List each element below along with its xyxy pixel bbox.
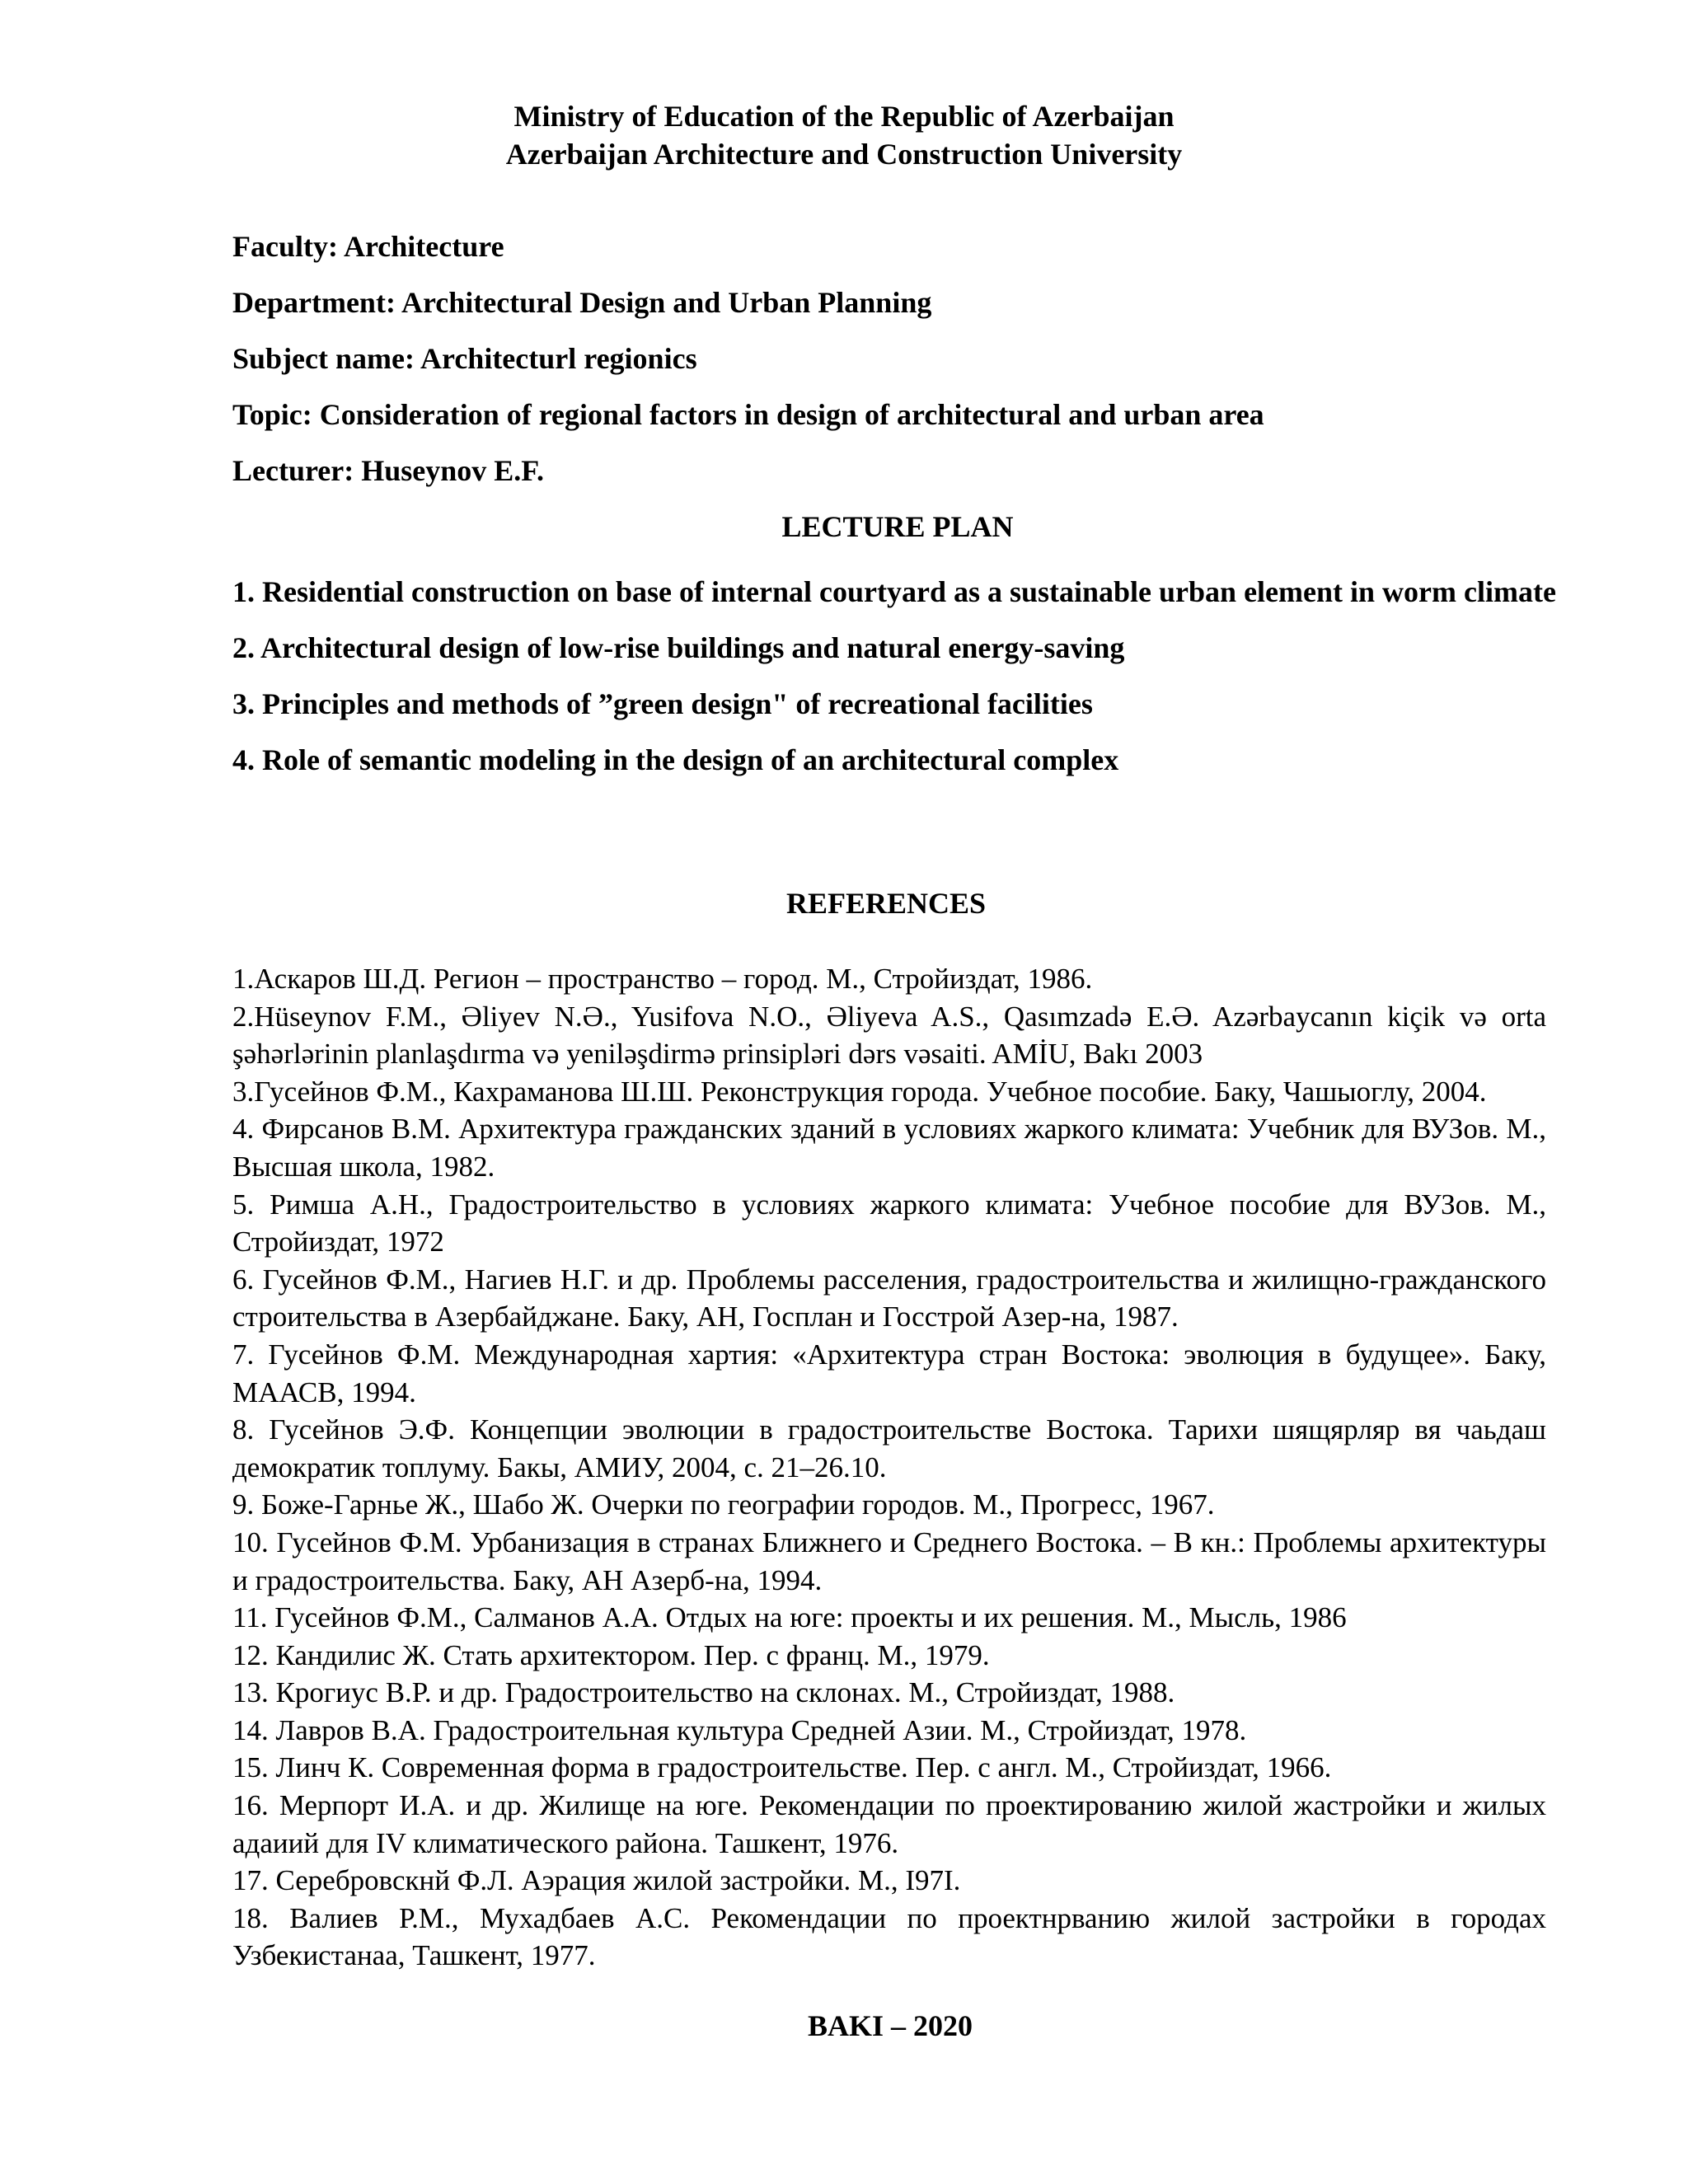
reference-item: 5. Римша А.Н., Градостроительство в условиях жаркого климата: Учебное пособие для ВУЗов. М., Стройиздат, 1972 bbox=[232, 1188, 1546, 1258]
subject-line: Subject name: Architecturl regionics bbox=[232, 342, 697, 375]
reference-item: 12. Кандилис Ж. Стать архитектором. Пер. с франц. М., 1979. bbox=[232, 1638, 990, 1671]
references-list bbox=[232, 960, 1546, 1975]
lecture-plan-heading: LECTURE PLAN bbox=[781, 510, 1014, 543]
reference-item: 17. Серебровскнй Ф.Л. Аэрация жилой застройки. М., I97I. bbox=[232, 1864, 961, 1897]
university-title: Azerbaijan Architecture and Construction University bbox=[505, 138, 1183, 171]
reference-item: 7. Гусейнов Ф.М. Международная хартия: «Архитектура стран Востока: эволюция в будущее». Баку, МААСВ, 1994. bbox=[232, 1338, 1546, 1408]
reference-item: 6. Гусейнов Ф.М., Нагиев Н.Г. и др. Проблемы расселения, градостроительства и жилищно-гражданского строительства в Азербайджане. Баку, АН, Госплан и Госстрой Азер-на, 1987. bbox=[232, 1263, 1546, 1333]
place-year-footer: BAKI – 2020 bbox=[807, 2009, 973, 2042]
references-heading: REFERENCES bbox=[785, 887, 987, 920]
reference-item: 10. Гусейнов Ф.М. Урбанизация в странах Ближнего и Среднего Востока. – В кн.: Проблемы архитектуры и градостроительства. Баку, АН Азерб-на, 1994. bbox=[232, 1526, 1546, 1596]
faculty-line: Faculty: Architecture bbox=[232, 230, 504, 263]
department-line: Department: Architectural Design and Urban Planning bbox=[232, 286, 932, 319]
document-header bbox=[0, 97, 1688, 173]
lecture-plan-item: 4. Role of semantic modeling in the design of an architectural complex bbox=[232, 743, 1119, 776]
topic-line: Topic: Consideration of regional factors in design of architectural and urban area bbox=[232, 398, 1264, 431]
reference-item: 2.Hüseynov F.M., Əliyev N.Ə., Yusifova N.O., Əliyeva A.S., Qasımzadə E.Ə. Azərbaycanın kiçik və orta şəhərlərinin planlaşdırma və yeniləşdirmə prinsipləri dərs vəsaiti. AMİU, Bakı 2003 bbox=[232, 1000, 1546, 1071]
lecture-plan-item: 2. Architectural design of low-rise buildings and natural energy-saving bbox=[232, 631, 1125, 664]
reference-item: 18. Валиев Р.М., Мухадбаев А.С. Рекомендации по проектнрванию жилой застройки в городах Узбекистанаа, Ташкент, 1977. bbox=[232, 1901, 1546, 1972]
course-info bbox=[232, 227, 1568, 508]
reference-item: 9. Боже-Гарнье Ж., Шабо Ж. Очерки по географии городов. М., Прогресс, 1967. bbox=[232, 1488, 1215, 1521]
ministry-title: Ministry of Education of the Republic of Azerbaijan bbox=[513, 100, 1175, 133]
reference-item: 13. Крогиус В.Р. и др. Градостроительство на склонах. М., Стройиздат, 1988. bbox=[232, 1676, 1175, 1709]
lecturer-line: Lecturer: Huseynov E.F. bbox=[232, 454, 544, 487]
reference-item: 15. Линч К. Современная форма в градостроительстве. Пер. с англ. М., Стройиздат, 1966. bbox=[232, 1751, 1332, 1784]
lecture-plan-list bbox=[232, 564, 1568, 788]
reference-item: 14. Лавров В.А. Градостроительная культура Средней Азии. М., Стройиздат, 1978. bbox=[232, 1713, 1247, 1746]
reference-item: 8. Гусейнов Э.Ф. Концепции эволюции в градостроительстве Востока. Тарихи шящярляр вя чаьдаш демократик топлуму. Бакы, АМИУ, 2004, с. 21–26.10. bbox=[232, 1413, 1546, 1483]
reference-item: 11. Гусейнов Ф.М., Салманов А.А. Отдых на юге: проекты и их решения. М., Мысль, 1986 bbox=[232, 1601, 1347, 1634]
reference-item: 16. Мерпорт И.А. и др. Жилище на юге. Рекомендации по проектированию жилой жастройки и жилых адаиий для IV климатического района. Ташкент, 1976. bbox=[232, 1789, 1546, 1859]
reference-item: 4. Фирсанов В.М. Архитектура гражданских зданий в условиях жаркого климата: Учебник для ВУЗов. М., Высшая школа, 1982. bbox=[232, 1113, 1546, 1183]
lecture-plan-item: 3. Principles and methods of ”green design" of recreational facilities bbox=[232, 687, 1093, 720]
lecture-plan-item: 1. Residential construction on base of internal courtyard as a sustainable urban element in worm climate bbox=[232, 575, 1556, 608]
reference-item: 3.Гусейнов Ф.М., Кахраманова Ш.Ш. Реконструкция города. Учебное пособие. Баку, Чашыоглу, 2004. bbox=[232, 1075, 1487, 1108]
reference-item: 1.Аскаров Ш.Д. Регион – пространство – город. М., Стройиздат, 1986. bbox=[232, 963, 1093, 995]
